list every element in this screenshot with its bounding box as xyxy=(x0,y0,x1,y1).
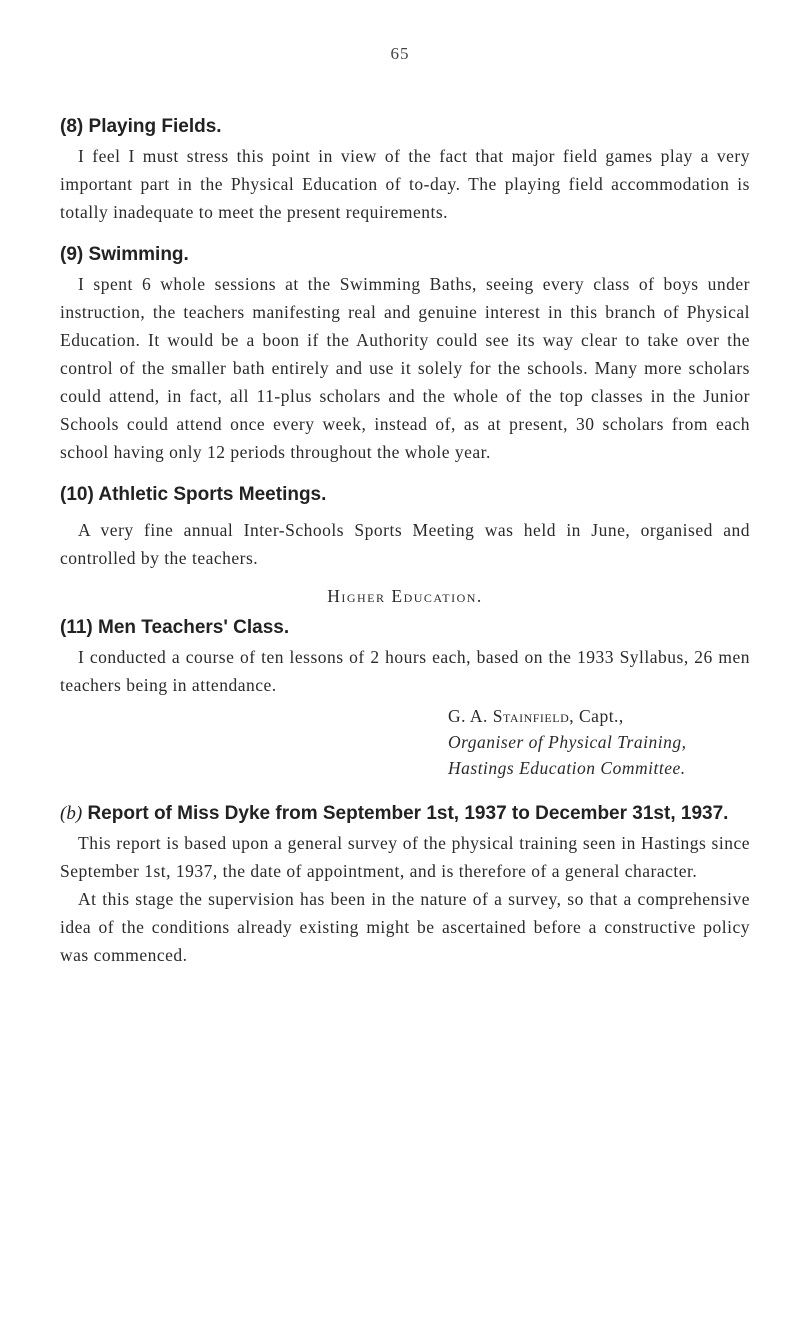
signature-name-line xyxy=(448,703,750,729)
heading-athletic-sports xyxy=(60,480,750,510)
heading-swimming xyxy=(60,240,750,270)
paragraph-men-teachers: I conducted a course of ten lessons of 2 hours each, based on the 1933 Syllabus, 26 men teachers being in attendance. xyxy=(60,647,750,695)
section-number: (11) xyxy=(60,617,93,638)
signature-block xyxy=(448,703,750,781)
section-number: (9) xyxy=(60,244,84,265)
signature-title: Organiser of Physical Training, xyxy=(448,732,687,752)
paragraph-playing-fields: I feel I must stress this point in view of the fact that major field games play a very important part in the Physical Education of to-day. The playing field accommodation is totally inadequate to meet the present requirements. xyxy=(60,146,750,222)
signature-name: G. A. Stainfield xyxy=(448,706,570,726)
heading-playing-fields xyxy=(60,112,750,142)
subheading-higher-education: Higher Education. xyxy=(327,586,483,606)
section-number: (b) xyxy=(60,803,83,824)
section-title: Playing Fields. xyxy=(88,116,222,137)
page-number: 65 xyxy=(390,44,410,63)
section-number: (8) xyxy=(60,116,84,137)
page-content xyxy=(60,112,750,969)
section-title: Swimming. xyxy=(88,244,189,265)
heading-men-teachers xyxy=(60,613,750,643)
signature-organisation: Hastings Education Committee. xyxy=(448,758,686,778)
signature-rank: , Capt., xyxy=(569,706,624,726)
section-title: Report of Miss Dyke from September 1st, 1937 to December 31st, 1937. xyxy=(87,803,729,824)
section-number: (10) xyxy=(60,484,94,505)
section-title: Men Teachers' Class. xyxy=(98,617,290,638)
section-title: Athletic Sports Meetings. xyxy=(98,484,327,505)
paragraph-swimming: I spent 6 whole sessions at the Swimming Baths, seeing every class of boys under instruction, the teachers manifesting real and genuine interest in this branch of Physical Education. It would be a boon if the Authority could see its way clear to take over the control of the smaller bath entirely and use it solely for the schools. Many more scholars could attend, in fact, all 11-plus scholars and the whole of the top classes in the Junior Schools could attend once every week, instead of, as at present, 30 scholars from each school having only 12 periods throughout the whole year. xyxy=(60,274,750,462)
heading-report xyxy=(60,799,750,829)
paragraph-athletic-sports: A very fine annual Inter-Schools Sports Meeting was held in June, organised and controlled by the teachers. xyxy=(60,520,750,568)
paragraph-report-1: This report is based upon a general survey of the physical training seen in Hastings since September 1st, 1937, the date of appointment, and is therefore of a general character. xyxy=(60,833,750,881)
paragraph-report-2: At this stage the supervision has been in the nature of a survey, so that a comprehensive idea of the conditions already existing might be ascertained before a constructive policy was commenced. xyxy=(60,889,750,965)
